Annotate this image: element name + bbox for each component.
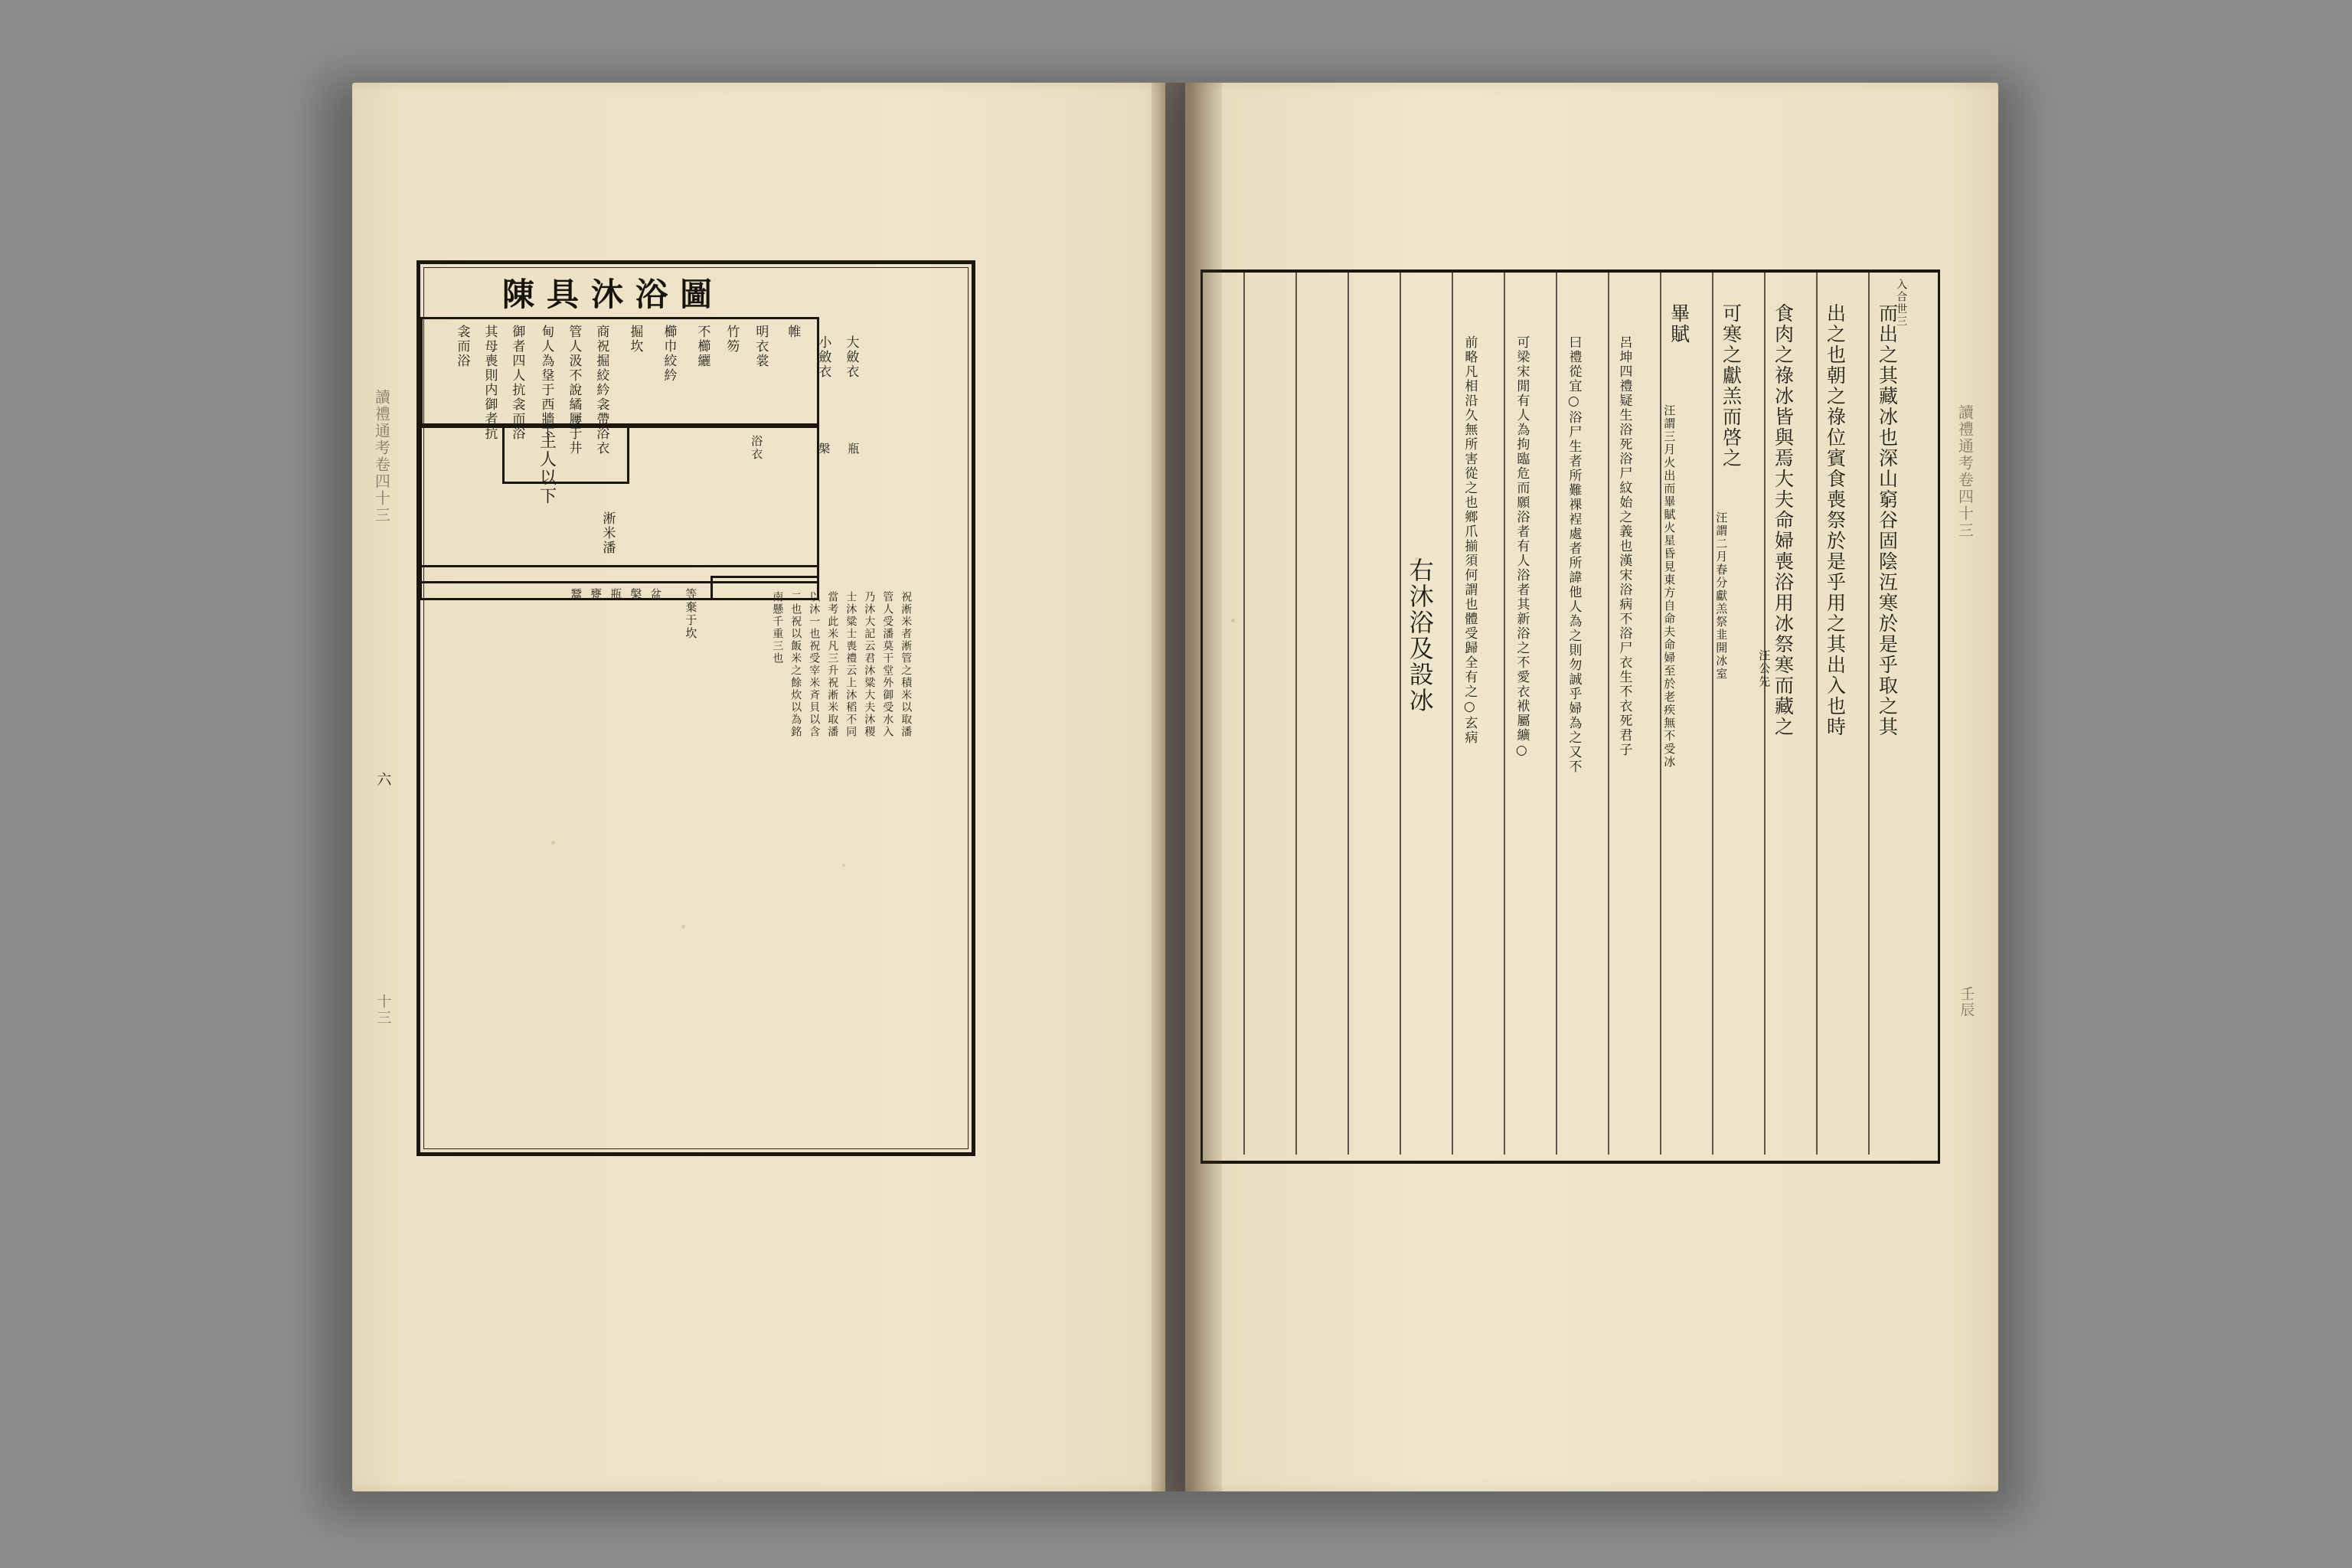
lower-items-kan: 等棄于坎 bbox=[684, 588, 698, 640]
footnote-line-8: 南懸千重三也 bbox=[771, 591, 784, 665]
center-box-label-3: 浴衣 bbox=[750, 435, 764, 461]
lower-item-xin: 鬵 bbox=[569, 588, 583, 601]
diagram-title: 陳具沐浴圖 bbox=[502, 276, 725, 313]
lower-item-weng: 甕 bbox=[589, 588, 603, 601]
right-block-line-1: 商祝掘絞紟衾帶浴衣 bbox=[593, 325, 609, 456]
mid-inner-box bbox=[502, 426, 629, 505]
right-header-mark: 入合世三 bbox=[1895, 279, 1908, 328]
text-column-2: 出之也朝之祿位賓食喪祭於是乎用之其出入也時 bbox=[1824, 303, 1847, 737]
column-rule bbox=[1712, 273, 1713, 1155]
footnote-line-4: 士沐粱士喪禮云上沐稻不同 bbox=[844, 591, 858, 738]
section-title: 右沐浴及設冰 bbox=[1405, 557, 1435, 714]
column-rule bbox=[1816, 273, 1818, 1155]
footnote-line-3: 乃沐大記云君沐粱大夫沐稷 bbox=[863, 591, 876, 738]
text-column-4: 可寒之獻羔而啓之 bbox=[1720, 303, 1743, 469]
lower-small-box bbox=[710, 576, 819, 600]
book-gutter bbox=[1152, 83, 1222, 1491]
lower-item-pan: 盆 bbox=[648, 588, 663, 601]
footnote-line-6: 以沐一也祝受宰米斉貝以含 bbox=[808, 591, 821, 738]
right-page-number: 壬辰 bbox=[1958, 986, 1975, 1018]
right-block-line-4: 御者四人抗衾而浴 bbox=[509, 325, 525, 441]
column-rule bbox=[1608, 273, 1609, 1155]
text-column-3: 食肉之祿冰皆與焉大夫命婦喪浴用冰祭寒而藏之 bbox=[1772, 303, 1795, 737]
top-row-cell-2: 明衣裳 bbox=[753, 325, 769, 368]
footnote-line-7: 二也祝以飯米之餘炊以為銘 bbox=[789, 591, 802, 738]
left-block-line-1: 小斂衣 bbox=[815, 335, 831, 379]
text-column-6: 呂坤四禮疑生浴死浴尸紋始之義也漢宋浴病不浴尸衣生不衣死君子 bbox=[1616, 335, 1632, 757]
center-box-label-2: 淅米潘 bbox=[599, 511, 616, 555]
column-rule bbox=[1868, 273, 1870, 1155]
column-rule bbox=[1504, 273, 1505, 1155]
column-rule bbox=[1400, 273, 1401, 1155]
lower-item-pan2: 槃 bbox=[629, 588, 643, 601]
divider bbox=[420, 317, 423, 424]
right-block-line-5: 其母喪則内御者抗 bbox=[482, 325, 498, 441]
open-book bbox=[352, 83, 1998, 1491]
right-block-line-6: 衾而浴 bbox=[454, 325, 470, 368]
right-block-line-3: 甸人為垼于西牆下 bbox=[538, 325, 554, 441]
column-rule bbox=[1295, 273, 1297, 1155]
text-column-1: 而出之其藏冰也深山窮谷固陰沍寒於是乎取之其 bbox=[1876, 303, 1899, 737]
right-block-line-2: 管人汲不說繘屨于井 bbox=[566, 325, 582, 456]
footnote-line-2: 管人受潘莫干堂外御受水入 bbox=[881, 591, 894, 738]
text-column-5-note: 汪謂三月火出而畢賦火星昏見東方自命夫命婦至於老疾無不受冰 bbox=[1662, 404, 1677, 769]
text-column-8: 可梁宋閒有人為拘臨危而願浴者有人浴者其新浴之不愛衣袱屬纊○ bbox=[1514, 335, 1530, 760]
column-rule bbox=[1660, 273, 1661, 1155]
column-rule bbox=[1452, 273, 1453, 1155]
top-row-cell-4: 不櫛纚 bbox=[694, 325, 710, 368]
text-column-9: 前略凡相沿久無所害從之也鄉爪揃須何謂也體受歸全有之○玄病 bbox=[1462, 335, 1478, 745]
top-row-cell-5: 櫛巾絞紟 bbox=[661, 325, 677, 383]
top-row-cell-3: 竹笏 bbox=[724, 325, 740, 354]
top-row-cell-6: 掘坎 bbox=[627, 325, 643, 354]
left-block-line-2: 大斂衣 bbox=[843, 335, 859, 379]
column-rule bbox=[1556, 273, 1557, 1155]
mid-left-item-1: 槃 bbox=[817, 443, 831, 456]
column-rule bbox=[1348, 273, 1349, 1155]
text-column-5: 畢賦 bbox=[1668, 303, 1690, 345]
mid-left-item-2: 瓶 bbox=[846, 443, 861, 456]
left-footer-mark: 十三 bbox=[374, 994, 392, 1026]
text-column-3-note: 汪公先 bbox=[1757, 649, 1772, 688]
lower-item-ping: 瓶 bbox=[609, 588, 623, 601]
left-page bbox=[352, 83, 1165, 1491]
text-column-7: 曰禮從宜○浴尸生者所難祼裎處者所諱他人為之則勿誠乎婦為之又不 bbox=[1566, 335, 1582, 774]
column-rule bbox=[1243, 273, 1245, 1155]
mid-box-label: 主人以下 bbox=[537, 432, 557, 505]
footnote-line-1: 祝淅米者淅管之積米以取潘 bbox=[900, 591, 913, 738]
top-row-cell-1: 帷 bbox=[785, 325, 801, 339]
footnote-line-5: 當考此米凡三升祝淅米取潘 bbox=[826, 591, 839, 738]
left-spine-text: 讀禮通考卷四十三 bbox=[372, 389, 391, 524]
text-column-4-note: 汪謂二月春分獻羔祭韭開冰室 bbox=[1714, 511, 1729, 681]
right-spine-text: 讀禮通考卷四十三 bbox=[1955, 404, 1975, 539]
left-page-number: 六 bbox=[374, 772, 392, 788]
